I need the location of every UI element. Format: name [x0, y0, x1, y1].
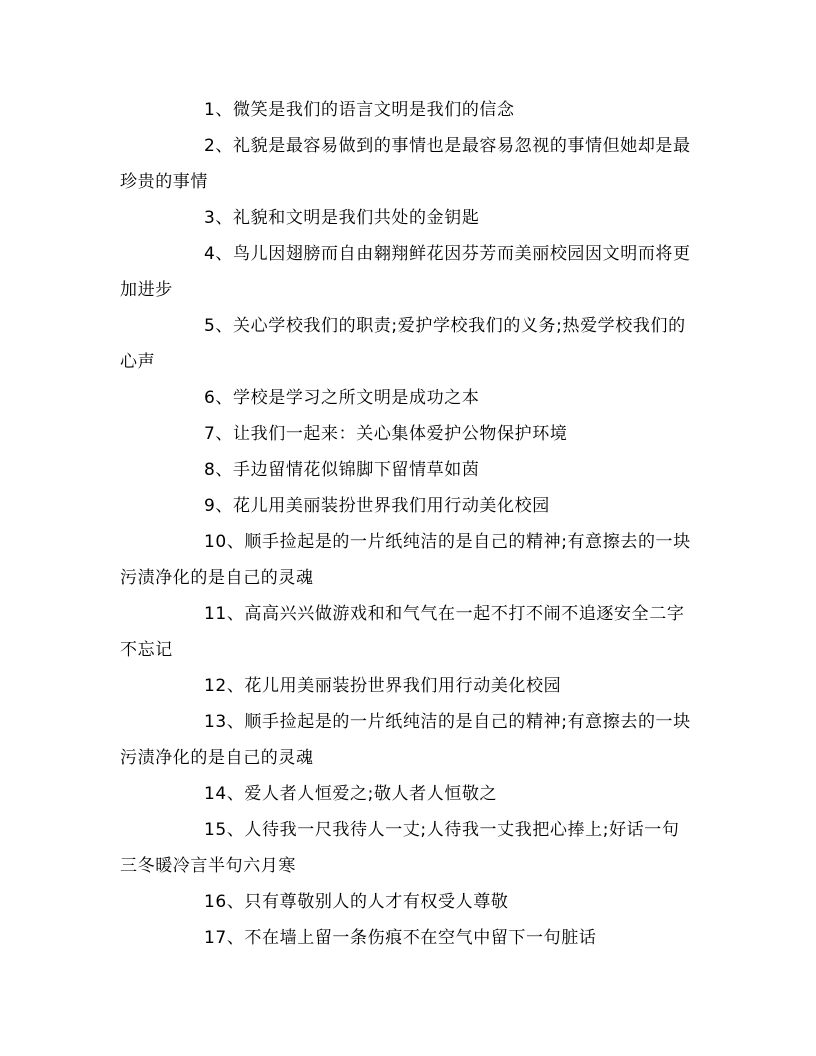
list-item: 16、只有尊敬别人的人才有权受人尊敬	[204, 892, 509, 912]
list-item: 9、花儿用美丽装扮世界我们用行动美化校园	[204, 496, 550, 516]
list-item: 1、微笑是我们的语言文明是我们的信念	[204, 100, 515, 120]
list-item: 17、不在墙上留一条伤痕不在空气中留下一句脏话	[204, 928, 597, 948]
document-body	[120, 92, 692, 956]
list-item: 5、关心学校我们的职责;爱护学校我们的义务;热爱学校我们的心声	[120, 316, 686, 372]
list-item: 7、让我们一起来：关心集体爱护公物保护环境	[204, 424, 568, 444]
list-item: 6、学校是学习之所文明是成功之本	[204, 388, 480, 408]
list-item: 12、花儿用美丽装扮世界我们用行动美化校园	[204, 676, 562, 696]
list-item: 3、礼貌和文明是我们共处的金钥匙	[204, 208, 480, 228]
list-item: 8、手边留情花似锦脚下留情草如茵	[204, 460, 480, 480]
list-item: 13、顺手捡起是的一片纸纯洁的是自己的精神;有意擦去的一块污渍净化的是自己的灵魂	[120, 712, 691, 768]
list-item: 2、礼貌是最容易做到的事情也是最容易忽视的事情但她却是最珍贵的事情	[120, 136, 691, 192]
list-item: 14、爱人者人恒爱之;敬人者人恒敬之	[204, 784, 498, 804]
list-item: 15、人待我一尺我待人一丈;人待我一丈我把心捧上;好话一句三冬暖冷言半句六月寒	[120, 820, 680, 876]
list-item: 10、顺手捡起是的一片纸纯洁的是自己的精神;有意擦去的一块污渍净化的是自己的灵魂	[120, 532, 691, 588]
list-item: 4、鸟儿因翅膀而自由翱翔鲜花因芬芳而美丽校园因文明而将更加进步	[120, 244, 691, 300]
list-item: 11、高高兴兴做游戏和和气气在一起不打不闹不追逐安全二字不忘记	[120, 604, 685, 660]
